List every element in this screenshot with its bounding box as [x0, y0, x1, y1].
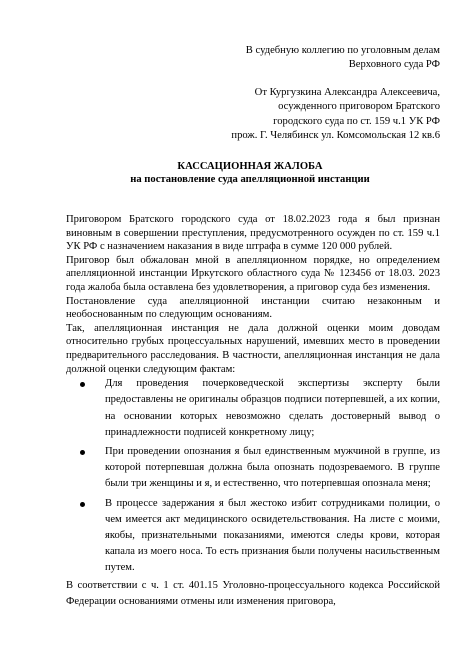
sender-line: От Кургузкина Александра Алексеевича, — [254, 87, 440, 98]
bullet-icon — [80, 382, 85, 387]
sender-line: осужденного приговором Братского — [278, 101, 440, 113]
sender-line: прож. Г. Челябинск ул. Комсомольская 12 кв.6 — [231, 130, 440, 142]
addressee-block — [190, 44, 440, 73]
bullet-icon — [80, 502, 85, 507]
list-item-text: В процессе задержания я был жестоко избит сотрудниками полиции, о чем имеется акт медицинского освидетельствования. На листе с моими, якобы, признательными показаниями, имеются следы крови, которая капала из моего носа. То есть признания были получены насильственным путем. — [105, 497, 440, 574]
addressee-line: В судебную коллегию по уголовным делам — [245, 45, 440, 56]
document-title — [60, 160, 440, 187]
bullet-icon — [80, 450, 85, 455]
list-item-text: Для проведения почерковедческой экспертизы эксперту были предоставлены не оригиналы образцов подписи потерпевшей, а их копии, на основании которых невозможно сделать достоверный вывод о принадлежности подписей конкретному лицу; — [105, 378, 440, 438]
list-item — [66, 444, 440, 493]
addressee-line: Верховного суда РФ — [348, 59, 440, 71]
list-item — [66, 376, 440, 441]
body-paragraph-final: В соответствии с ч. 1 ст. 401.15 Уголовно-процессуального кодекса Российской Федерации основаниями отмены или изменения приговора, — [66, 580, 440, 607]
list-item-text: При проведении опознания я был единственным мужчиной в группе, из которой потерпевшая должна была опознать подозреваемого. В группе были три женщины и я, и естественно, что потерпевшая опознала меня; — [105, 445, 440, 490]
body-paragraph: Приговор был обжалован мной в апелляционном порядке, но определением апелляционной инстанции Иркутского областного суда № 123456 от 18.03. 2023 года жалоба была оставлена без удовлетворения, а приговор суда без изменения. — [66, 254, 440, 293]
facts-list — [66, 376, 440, 576]
list-item — [66, 496, 440, 577]
body-paragraph: Так, апелляционная инстанция не дала должной оценки моим доводам относительно грубых процессуальных нарушений, имевших место в проведении предварительного расследования. В частности, апелляционная инстанция не дала должной оценки следующим фактам: — [66, 322, 440, 375]
sender-block — [190, 86, 440, 144]
subtitle-line: на постановление суда апелляционной инстанции — [130, 174, 370, 186]
document-body — [66, 213, 440, 580]
body-paragraph: Приговором Братского городского суда от 18.02.2023 года я был признан виновным в совершении преступления, предусмотренного осужден по ст. 159 ч.1 УК РФ с назначением наказания в виде штрафа в сумме 120 000 рублей. — [66, 214, 440, 253]
body-paragraph: Постановление суда апелляционной инстанции считаю незаконным и необоснованным по следующим основаниям. — [66, 295, 440, 321]
title-line: КАССАЦИОННАЯ ЖАЛОБА — [177, 161, 323, 172]
sender-line: городского суда по ст. 159 ч.1 УК РФ — [273, 115, 440, 127]
